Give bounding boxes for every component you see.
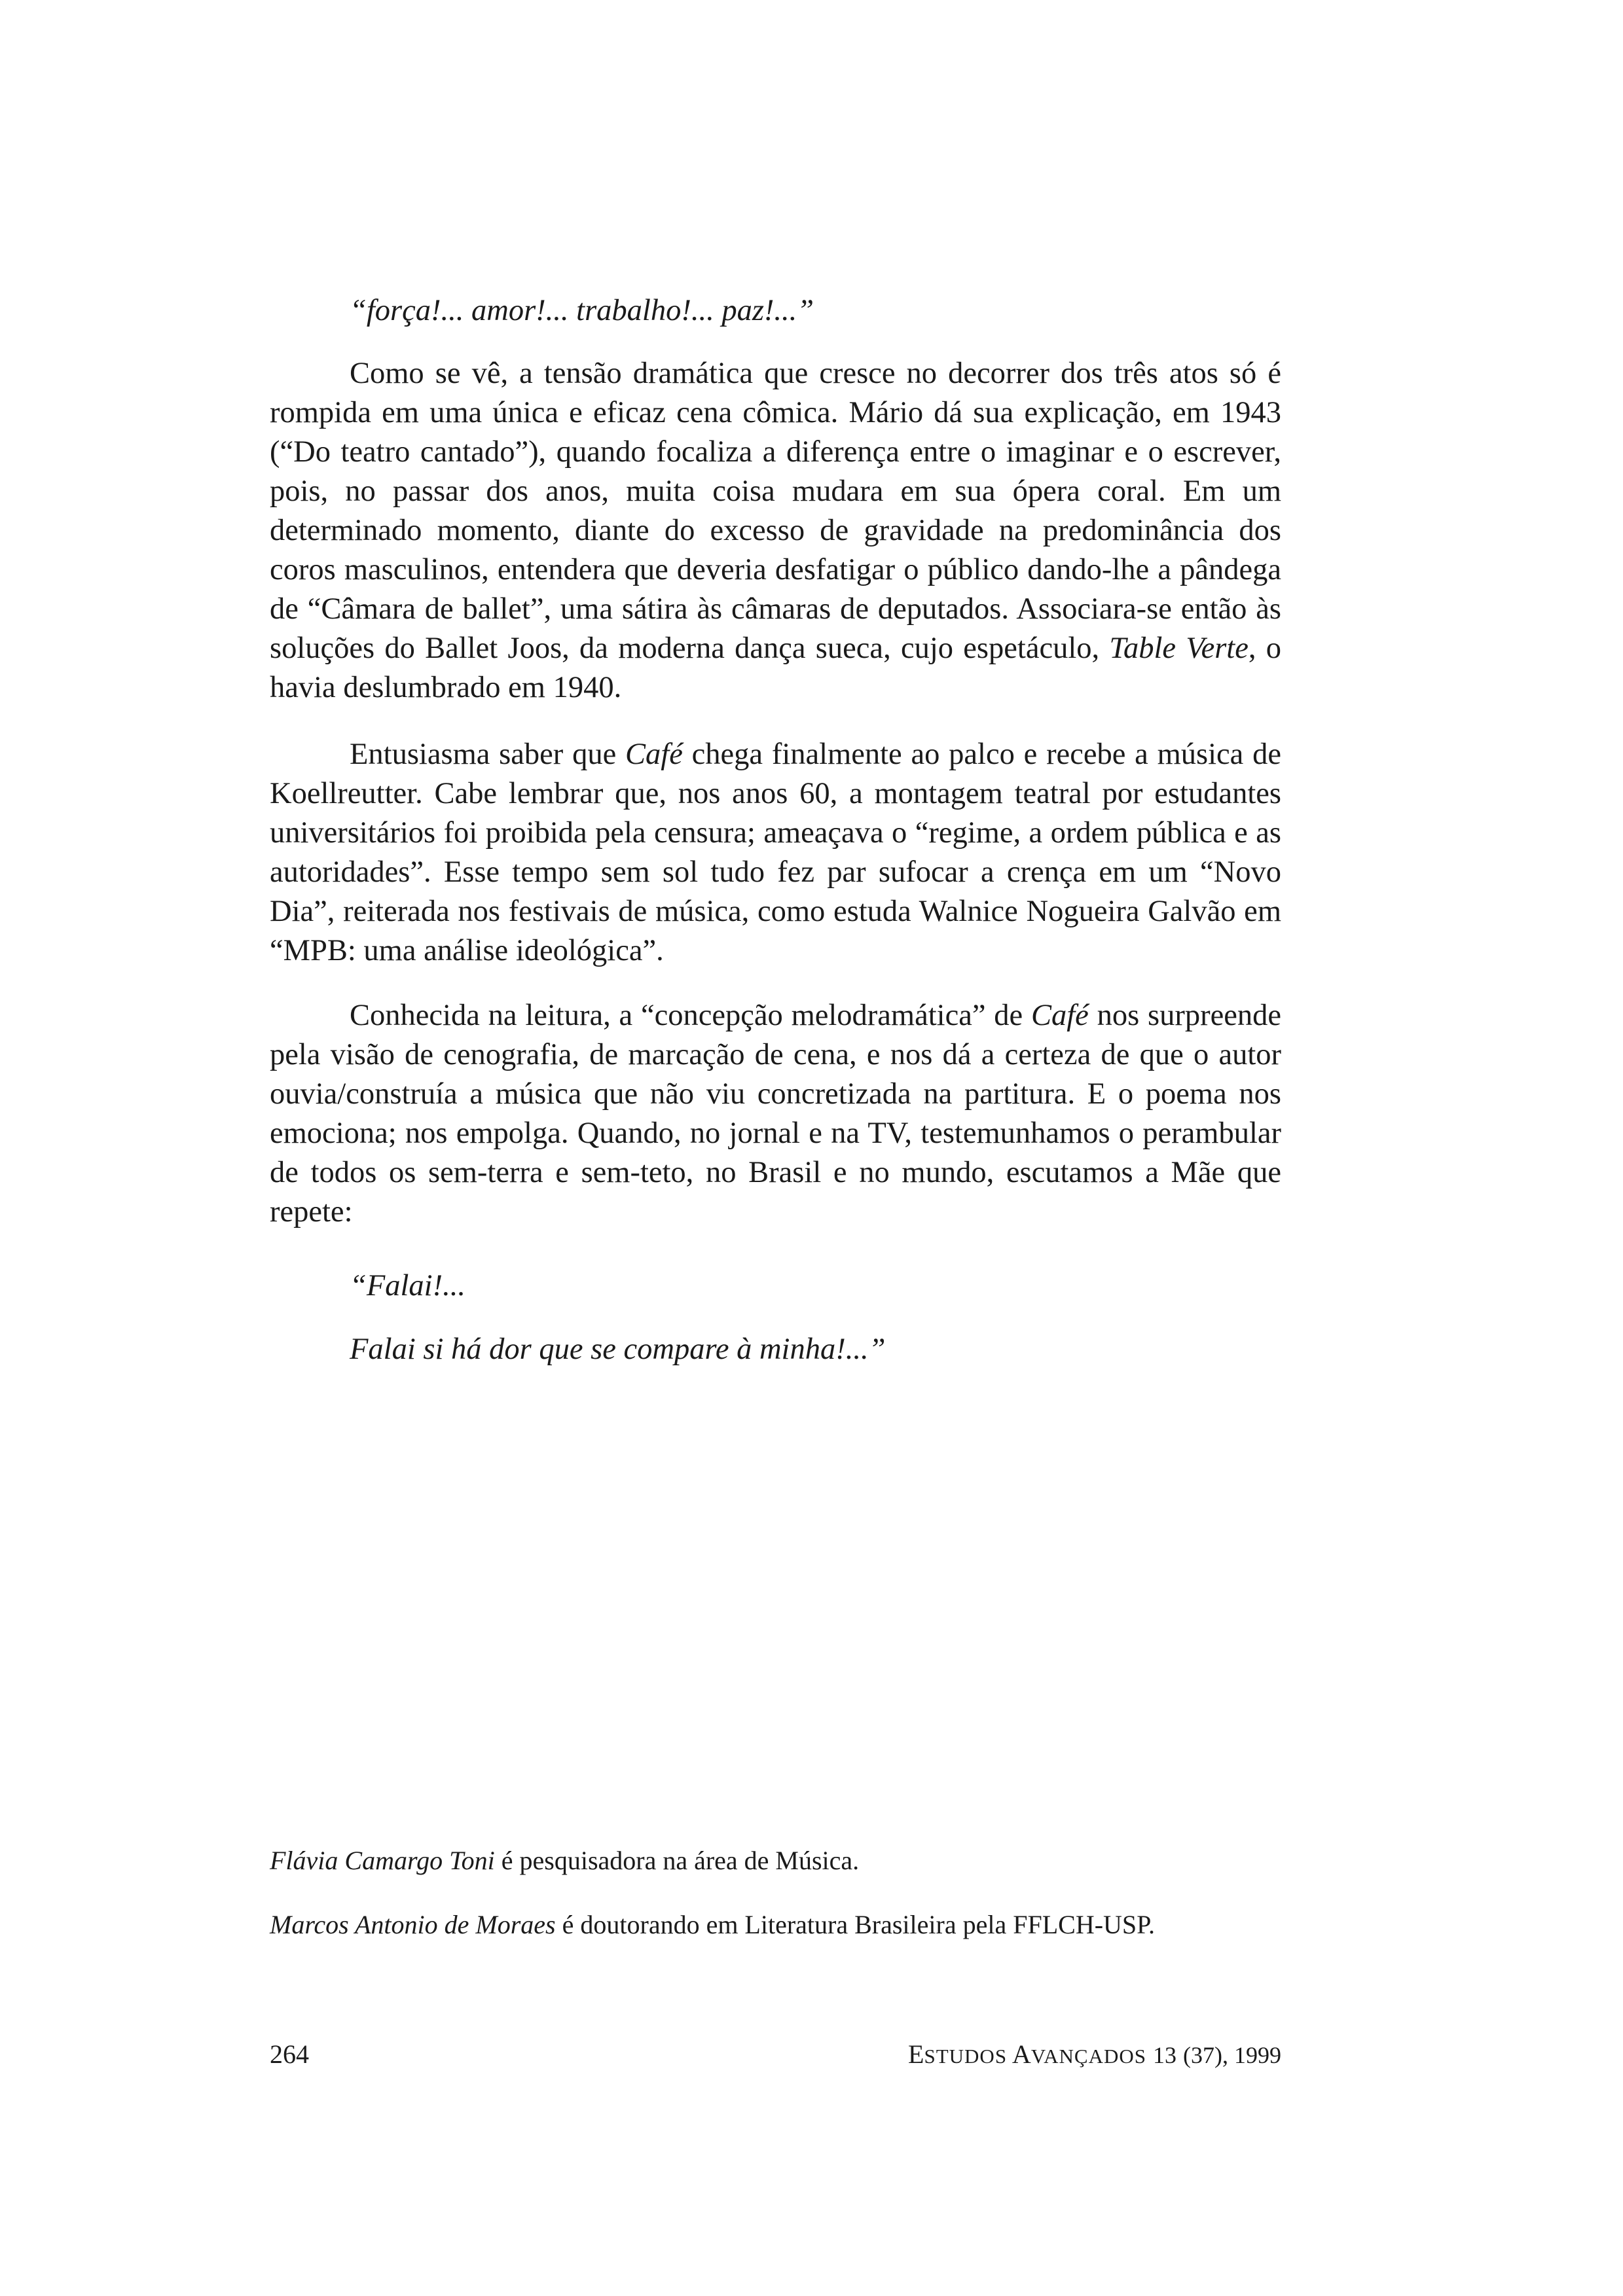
paragraph-3-title: Café [1030,999,1089,1032]
paragraph-2-title: Café [625,738,683,771]
journal-initial-e: E [908,2039,924,2069]
paragraph-1-title: Table Verte [1109,632,1249,665]
paragraph-2 [270,735,1281,971]
journal-issue: (37) [1183,2042,1222,2068]
author-note-1-text: é pesquisadora na área de Música. [494,1846,860,1875]
paragraph-2-text-b: chega finalmente ao palco e recebe a música de Koellreutter. Cabe lembrar que, nos anos 60, a montagem teatral por estudantes universitários foi proibida pela censura; ameaçava o “regime, a ordem pública e as autoridades”. Esse tempo sem sol tudo fez par sufocar a crença em um “Novo Dia”, reiterada nos festivais de música, como estuda Walnice Nogueira Galvão em “MPB: uma análise ideológica”. [270,738,1281,967]
author-note-2-text: é doutorando em Literatura Brasileira pela FFLCH-USP. [555,1910,1155,1939]
paragraph-3-text-b: nos surpreende pela visão de cenografia, de marcação de cena, e nos dá a certeza de que o autor ouvia/construía a música que não viu concretizada na partitura. E o poema nos emociona; nos empolga. Quando, no jornal e na TV, testemunhamos o perambular de todos os sem-terra e sem-teto, no Brasil e no mundo, escutamos a Mãe que repete: [270,999,1281,1229]
journal-volume: 13 [1153,2042,1177,2068]
journal-initial-a: A [1012,2039,1031,2069]
author-note-1-name: Flávia Camargo Toni [270,1846,495,1875]
closing-quote-line-2: Falai si há dor que se compare à minha!...” [350,1333,886,1366]
paragraph-1 [270,354,1281,708]
paragraph-1-text-a: Como se vê, a tensão dramática que cresce no decorrer dos três atos só é rompida em uma única e eficaz cena cômica. Mário dá sua explicação, em 1943 (“Do teatro cantado”), quando focaliza a diferença entre o imaginar e o escrever, pois, no passar dos anos, muita coisa mudara em sua ópera coral. Em um determinado momento, diante do excesso de gravidade na predominância dos coros masculinos, entendera que deveria desfatigar o público dando-lhe a pândega de “Câmara de ballet”, uma sátira às câmaras de deputados. Associara-se então às soluções do Ballet Joos, da moderna dança sueca, cujo espetáculo, [270,357,1281,665]
author-note-1 [270,1844,859,1877]
journal-word-2-rest: VANÇADOS [1030,2045,1147,2068]
running-footer [908,2038,1281,2073]
closing-quote-line-1: “Falai!... [350,1269,465,1302]
author-note-2-name: Marcos Antonio de Moraes [270,1910,556,1939]
author-note-2 [270,1909,1155,1941]
journal-word-1-rest: STUDOS [924,2045,1008,2068]
journal-year: , 1999 [1222,2042,1281,2068]
page-number: 264 [270,2039,309,2069]
opening-quote: “força!... amor!... trabalho!... paz!...” [350,294,814,327]
paragraph-1-text-b: , o havia deslumbrado em 1940. [270,632,1281,704]
paragraph-2-text-a: Entusiasma saber que [350,738,626,771]
paragraph-3 [270,996,1281,1232]
paragraph-3-text-a: Conhecida na leitura, a “concepção melodramática” de [350,999,1031,1032]
